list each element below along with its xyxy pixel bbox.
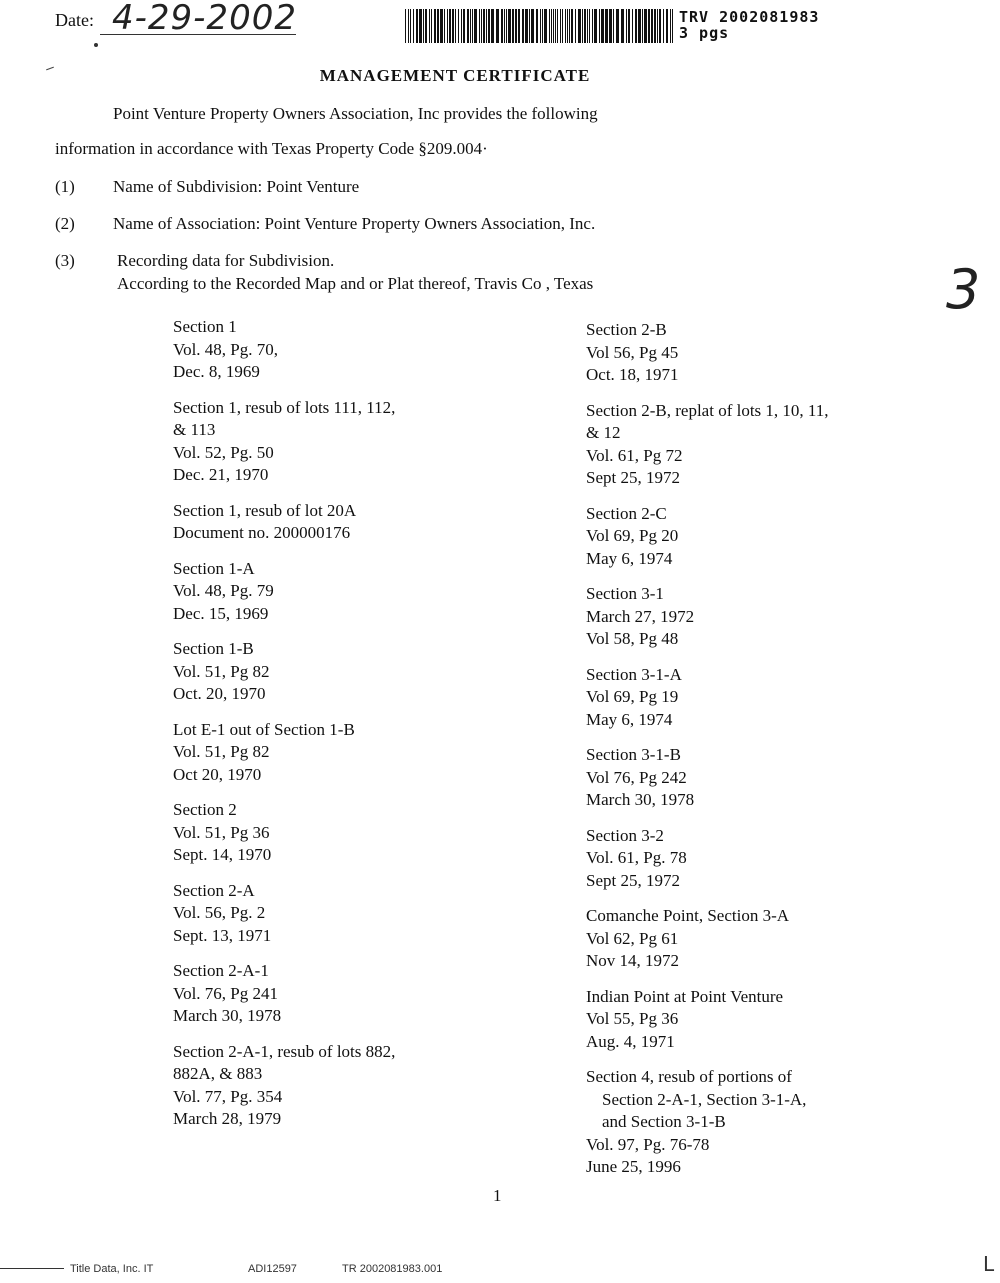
recording-entry-line: Vol. 48, Pg. 70,	[173, 339, 279, 359]
recording-entry-line: and Section 3-1-B	[602, 1112, 726, 1131]
recording-entry-line: Vol 76, Pg 242	[586, 767, 687, 787]
recording-entry-line: Lot E-1 out of Section 1-B	[173, 719, 355, 739]
recording-entry-line: Dec. 8, 1969	[173, 362, 260, 381]
item-number: (1)	[55, 177, 75, 196]
recording-entry-line: Vol. 51, Pg 82	[173, 661, 270, 681]
recording-entry-line: 882A, & 883	[173, 1064, 263, 1083]
recording-entry	[586, 319, 829, 387]
recording-entry-line: Vol. 51, Pg 36	[173, 822, 270, 842]
handwritten-date: 4-29-2002	[112, 0, 297, 38]
item-text: Name of Association: Point Venture Property Owners Association, Inc.	[113, 214, 596, 233]
recording-entry-line: Section 1, resub of lots 111, 112,	[173, 397, 396, 417]
recording-entry	[173, 500, 395, 545]
recording-entry-line: Vol. 48, Pg. 79	[173, 581, 274, 600]
recording-number: TRV 2002081983	[679, 8, 820, 26]
recording-entry-line: Dec. 21, 1970	[173, 465, 269, 484]
recording-entry-line: Sept. 14, 1970	[173, 845, 272, 864]
recording-entry	[586, 583, 829, 651]
recording-entry-line: Vol. 77, Pg. 354	[173, 1086, 283, 1106]
corner-mark: L	[983, 1252, 995, 1276]
recording-entry	[586, 503, 829, 571]
recording-entry-line: Vol 58, Pg 48	[586, 629, 679, 648]
item-text: Recording data for Subdivision.	[117, 251, 335, 270]
recording-entry-line: Indian Point at Point Venture	[586, 986, 784, 1006]
recording-entry-line: Comanche Point, Section 3-A	[586, 906, 790, 925]
recording-entry-line: March 28, 1979	[173, 1109, 282, 1128]
recording-entry-line: Section 2-B, replat of lots 1, 10, 11,	[586, 400, 829, 420]
recording-entry-line: Section 1, resub of lot 20A	[173, 500, 357, 520]
footer-code: ADI12597	[248, 1263, 297, 1275]
recording-entry-line: Vol. 52, Pg. 50	[173, 442, 274, 462]
recording-entry-line: Sept 25, 1972	[586, 870, 680, 890]
recording-entry-line: Section 1-B	[173, 639, 254, 658]
page-count: 3 pgs	[679, 24, 730, 42]
intro-line-1: Point Venture Property Owners Association, Inc provides the following	[113, 104, 598, 123]
item-number: (2)	[55, 214, 75, 233]
recording-entry	[173, 880, 395, 948]
recording-entry	[173, 638, 395, 706]
recording-entry	[173, 558, 395, 626]
recording-entry-line: Nov 14, 1972	[586, 951, 680, 970]
recording-entry-line: Dec. 15, 1969	[173, 603, 269, 623]
document-title: MANAGEMENT CERTIFICATE	[319, 66, 591, 85]
recording-entry	[586, 986, 829, 1054]
recording-entry	[173, 316, 395, 384]
recording-entry-line: & 12	[586, 423, 621, 442]
recording-entry-line: Section 2-B	[586, 320, 667, 339]
recording-entry	[586, 905, 829, 973]
recording-entry-line: Vol. 61, Pg. 78	[586, 848, 687, 867]
recording-entry-line: June 25, 1996	[586, 1157, 681, 1176]
recording-entry	[173, 397, 395, 487]
recording-entry-line: Vol 62, Pg 61	[586, 928, 679, 948]
recording-entry-line: May 6, 1974	[586, 709, 673, 729]
recording-entry	[586, 1066, 829, 1179]
recording-entry-line: March 30, 1978	[173, 1006, 282, 1025]
recording-entry-line: Section 3-1-A	[586, 664, 682, 684]
recording-entry	[586, 744, 829, 812]
recording-entry-line: Vol. 56, Pg. 2	[173, 903, 266, 922]
recording-entry-line: March 27, 1972	[586, 606, 695, 626]
recording-entry-line: Section 2-A-1, resub of lots 882,	[173, 1041, 396, 1061]
item-text-continued: According to the Recorded Map and or Plat thereof, Travis Co , Texas	[117, 274, 594, 293]
recording-entry	[586, 400, 829, 490]
recording-entry	[586, 664, 829, 732]
handwritten-page-mark: 3	[946, 258, 981, 321]
recording-entry-line: Oct. 18, 1971	[586, 365, 679, 384]
right-recording-column	[586, 319, 829, 1192]
recording-entry-line: Document no. 200000176	[173, 523, 351, 542]
recording-entry-line: Vol 56, Pg 45	[586, 342, 679, 362]
recording-entry-line: Oct. 20, 1970	[173, 684, 266, 703]
recording-entry-line: Vol. 51, Pg 82	[173, 742, 270, 761]
barcode	[405, 9, 675, 43]
recording-entry-line: Section 3-1	[586, 584, 664, 603]
recording-entry-line: Sept 25, 1972	[586, 468, 680, 487]
recording-entry-line: Section 2-C	[586, 503, 667, 523]
recording-entry-line: March 30, 1978	[586, 790, 695, 809]
recording-entry-line: Section 4, resub of portions of	[586, 1067, 792, 1086]
recording-entry-line: Vol 55, Pg 36	[586, 1009, 679, 1028]
recording-entry-line: Section 3-2	[586, 825, 664, 845]
recording-entry-line: Vol 69, Pg 19	[586, 687, 679, 706]
page-number: 1	[493, 1186, 502, 1205]
stray-mark	[94, 43, 98, 47]
recording-entry-line: Section 1-A	[173, 558, 255, 578]
recording-entry-line: Vol 69, Pg 20	[586, 526, 679, 545]
recording-entry-line: Oct 20, 1970	[173, 764, 262, 784]
item-text: Name of Subdivision: Point Venture	[113, 177, 360, 196]
intro-line-2: information in accordance with Texas Property Code §209.004·	[55, 139, 488, 158]
recording-entry	[586, 825, 829, 893]
recording-entry	[173, 719, 395, 787]
recording-entry-line: Section 1	[173, 317, 237, 336]
recording-entry	[173, 1041, 395, 1131]
recording-entry-line: Sept. 13, 1971	[173, 925, 272, 945]
recording-stamp	[679, 9, 819, 41]
left-recording-column	[173, 316, 395, 1144]
recording-entry	[173, 799, 395, 867]
item-number: (3)	[55, 251, 75, 270]
recording-entry-line: Section 2-A-1	[173, 961, 269, 980]
recording-entry-line: Aug. 4, 1971	[586, 1031, 675, 1051]
recording-entry-line: Section 3-1-B	[586, 745, 681, 764]
recording-entry-line: Section 2-A-1, Section 3-1-A,	[602, 1089, 807, 1109]
footer-company: Title Data, Inc. IT	[70, 1263, 154, 1275]
date-underline	[100, 34, 296, 35]
recording-entry-line: Section 2	[173, 800, 237, 819]
recording-entry-line: Vol. 97, Pg. 76-78	[586, 1134, 710, 1154]
date-label: Date:	[55, 10, 94, 30]
recording-entry-line: Section 2-A	[173, 880, 255, 900]
recording-entry-line: May 6, 1974	[586, 548, 673, 568]
footer-doc-ref: TR 2002081983.001	[342, 1263, 443, 1275]
recording-entry	[173, 960, 395, 1028]
recording-entry-line: Vol. 61, Pg 72	[586, 445, 683, 465]
recording-entry-line: Vol. 76, Pg 241	[173, 983, 279, 1003]
recording-entry-line: & 113	[173, 420, 216, 439]
footer-rule	[0, 1268, 64, 1269]
